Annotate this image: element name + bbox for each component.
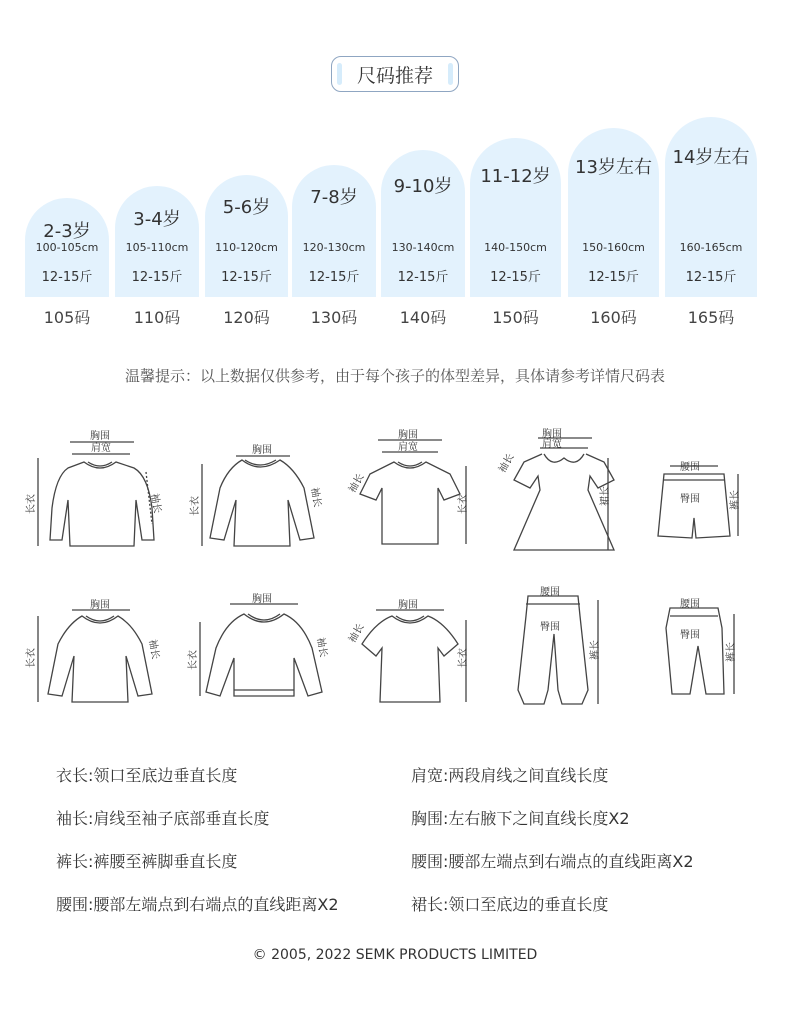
- size-card: [115, 186, 199, 297]
- shoulder-label: 肩宽: [91, 443, 111, 454]
- size-age: 14岁左右: [672, 147, 750, 168]
- size-weight: 12-15斤: [308, 270, 360, 285]
- length-label: 长衣: [190, 496, 201, 516]
- garment-sweater-shoulder-icon: [26, 428, 163, 557]
- chest-label: 胸围: [90, 431, 110, 442]
- size-card: [205, 175, 288, 297]
- size-age: 3-4岁: [133, 209, 181, 230]
- size-code: 165码: [687, 308, 735, 327]
- definition-item: 裙长:领口至底边的垂直长度: [411, 895, 609, 914]
- size-tip: 温馨提示：以上数据仅供参考，由于每个孩子的体型差异，具体请参考详情尺码表: [124, 367, 665, 385]
- garment-raglan-sweater-2-icon: [28, 598, 168, 712]
- length-label: 长衣: [458, 648, 469, 668]
- size-code: 130码: [310, 308, 358, 327]
- copyright-footer: © 2005, 2022 SEMK PRODUCTS LIMITED: [252, 947, 538, 963]
- size-weight: 12-15斤: [397, 270, 449, 285]
- garment-sweatshirt-icon: [190, 596, 340, 712]
- chest-label: 胸围: [252, 594, 272, 605]
- garment-jogger-pants-icon: [512, 586, 612, 718]
- sleeve-label: 袖长: [347, 472, 367, 495]
- garment-tshirt-icon: [346, 430, 476, 554]
- size-card: [381, 150, 465, 297]
- length-label: 长衣: [458, 494, 469, 514]
- section-title: [331, 56, 459, 92]
- size-height: 130-140cm: [391, 241, 455, 254]
- sleeve-label: 袖长: [308, 486, 323, 509]
- definition-item: 袖长:肩线至袖子底部垂直长度: [56, 809, 270, 828]
- size-code: 150码: [492, 308, 539, 327]
- waist-label: 腰围: [540, 587, 560, 598]
- size-card: [470, 138, 561, 297]
- size-height: 160-165cm: [679, 241, 743, 254]
- definition-item: 腰围:腰部左端点到右端点的直线距离X2: [411, 852, 694, 871]
- size-code: 160码: [590, 308, 637, 327]
- chest-label: 胸围: [90, 600, 110, 611]
- size-weight: 12-15斤: [41, 270, 93, 285]
- chest-label: 胸围: [252, 445, 272, 456]
- garment-capri-pants-icon: [660, 598, 750, 712]
- size-card: [568, 128, 659, 297]
- garment-shorts-icon: [650, 458, 750, 552]
- chest-label: 胸围: [398, 600, 418, 611]
- size-weight: 12-15斤: [588, 270, 639, 285]
- chest-label: 胸围: [542, 429, 562, 440]
- size-height: 100-105cm: [35, 241, 99, 254]
- hip-label: 臀围: [680, 630, 700, 641]
- sleeve-label: 袖长: [347, 622, 367, 645]
- size-height: 110-120cm: [215, 241, 278, 254]
- skirt-label: 裙长: [600, 486, 611, 506]
- garment-dress-icon: [497, 428, 630, 562]
- definition-item: 衣长:领口至底边垂直长度: [56, 766, 238, 785]
- title-right-accent: [448, 63, 453, 85]
- size-weight: 12-15斤: [685, 270, 737, 285]
- size-age: 9-10岁: [393, 176, 453, 197]
- size-weight: 12-15斤: [490, 270, 541, 285]
- waist-label: 腰围: [680, 462, 700, 473]
- size-height: 105-110cm: [125, 241, 189, 254]
- size-age: 5-6岁: [222, 197, 271, 218]
- hip-label: 臀围: [680, 494, 700, 505]
- size-code: 140码: [399, 308, 447, 327]
- definition-item: 肩宽:两段肩线之间直线长度: [411, 766, 609, 785]
- shoulder-label: 肩宽: [398, 442, 418, 453]
- size-code: 105码: [43, 308, 91, 327]
- size-card: [25, 198, 109, 297]
- garment-raglan-tee-icon: [346, 598, 476, 712]
- pants-label: 裤长: [726, 642, 737, 662]
- definition-item: 胸围:左右腋下之间直线长度X2: [411, 809, 630, 828]
- definition-item: 腰围:腰部左端点到右端点的直线距离X2: [56, 895, 339, 914]
- length-label: 长衣: [26, 648, 37, 668]
- chest-label: 胸围: [398, 430, 418, 441]
- hip-label: 臀围: [540, 622, 560, 633]
- length-label: 长衣: [188, 650, 199, 670]
- garment-raglan-sweater-icon: [190, 442, 335, 556]
- title-left-accent: [337, 63, 342, 85]
- size-age: 11-12岁: [480, 166, 551, 187]
- size-age: 2-3岁: [43, 221, 91, 242]
- section-title-text: 尺码推荐: [356, 64, 433, 87]
- sleeve-label: 袖长: [148, 492, 163, 515]
- size-weight: 12-15斤: [131, 270, 183, 285]
- pants-label: 裤长: [590, 640, 601, 660]
- definition-item: 裤长:裤腰至裤脚垂直长度: [56, 852, 238, 871]
- shoulder-label: 肩宽: [542, 439, 562, 450]
- size-height: 120-130cm: [302, 241, 366, 254]
- size-card: [665, 117, 757, 297]
- sleeve-label: 袖长: [314, 636, 329, 659]
- size-code: 110码: [133, 308, 181, 327]
- size-height: 140-150cm: [484, 241, 547, 254]
- size-age: 13岁左右: [575, 157, 652, 178]
- pants-label: 裤长: [730, 490, 741, 510]
- size-height: 150-160cm: [582, 241, 645, 254]
- size-weight: 12-15斤: [221, 270, 272, 285]
- sleeve-label: 袖长: [497, 452, 517, 475]
- length-label: 长衣: [26, 494, 37, 514]
- size-age: 7-8岁: [310, 187, 358, 208]
- size-code: 120码: [223, 308, 270, 327]
- size-card: [292, 165, 376, 297]
- sleeve-label: 袖长: [146, 638, 161, 661]
- waist-label: 腰围: [680, 599, 700, 610]
